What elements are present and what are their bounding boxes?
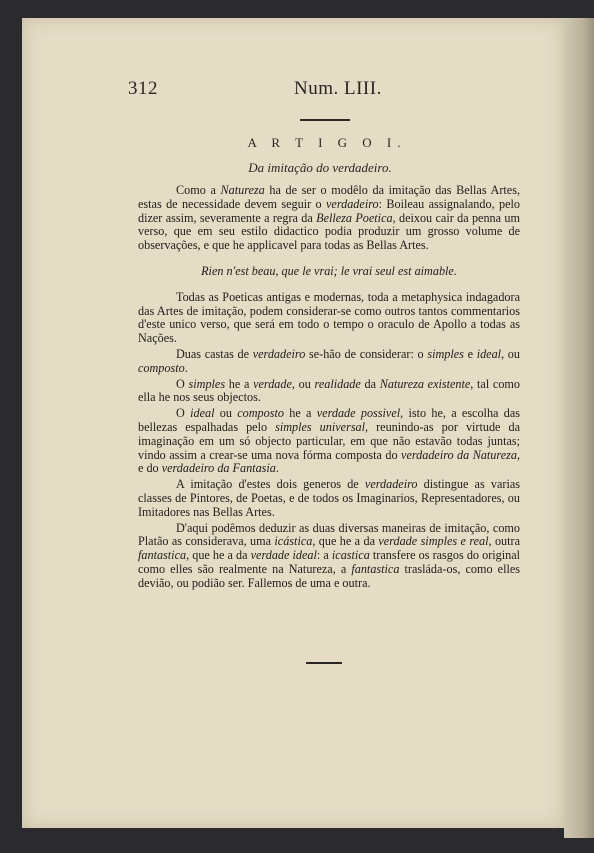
text-run: ha de ser o modêlo da imitação das Bellas Artes, estas de necessidade devem seguir o <box>138 183 520 211</box>
italic-text: verdadeiro <box>326 196 379 211</box>
paragraph <box>138 348 520 376</box>
running-head: Num. LIII. <box>294 78 382 99</box>
italic-text: Belleza Poetica <box>316 210 393 225</box>
text-run: Rien n'est beau, que le vrai; le vrai seul est aimable. <box>201 263 457 278</box>
text-run: e <box>463 346 477 361</box>
italic-text: verdade possivel <box>316 406 401 421</box>
italic-text: verdade <box>253 376 292 391</box>
text-run: O <box>176 406 191 421</box>
italic-text: ideal <box>476 346 502 361</box>
text-run: , outra <box>488 534 520 549</box>
text-run: . <box>184 360 188 375</box>
text-run: D'aqui podêmos deduzir as duas diversas maneiras de imitação, como Platão as considerava, uma <box>138 520 520 549</box>
paragraph <box>138 184 520 253</box>
page-number: 312 <box>128 78 158 99</box>
italic-text: fantastica <box>138 548 187 563</box>
text-run: . <box>275 461 279 476</box>
text-run: distingue as varias classes de Pintores, de Poetas, e de todos os Imaginarios, Representadores, ou Imitadores nas Bellas Artes. <box>138 477 520 519</box>
italic-text: icastica <box>331 548 370 563</box>
italic-text: composto <box>237 406 284 421</box>
italic-text: Natureza <box>220 183 265 197</box>
text-run: , que he a da <box>186 548 251 563</box>
text-run: Duas castas de <box>176 346 253 361</box>
italic-text: ideal <box>190 406 215 421</box>
text-run: , isto he, a escolha das bellezas espalhadas pelo <box>138 406 520 434</box>
text-run: , reunindo-as por virtude da imaginação em um só objecto particular, em que não estavão todas juntas; vindo assim a crear-se uma nova fórma composta do <box>138 419 520 462</box>
quotation <box>138 265 520 279</box>
text-run: trasláda-os, como elles devião, ou podião ser. Fallemos de uma e outra. <box>138 561 520 590</box>
text-run: A imitação d'estes dois generos de <box>176 477 365 492</box>
italic-text: simples universal <box>275 419 366 434</box>
text-run: se-hão de considerar: o <box>305 346 428 361</box>
text-run: , e do <box>138 447 520 476</box>
article-body <box>138 184 520 593</box>
italic-text: Natureza existente <box>379 376 471 391</box>
italic-text: verdadeiro <box>252 346 306 361</box>
text-run: O <box>176 376 189 391</box>
header-rule <box>300 119 350 121</box>
italic-text: verdadeiro da Natureza <box>401 447 517 462</box>
italic-text: verdade ideal <box>250 548 317 563</box>
article-heading: A R T I G O I. <box>247 135 407 150</box>
text-run: transfere os rasgos do original como elles são realmente na Natureza, a <box>138 548 521 576</box>
text-run: Como a <box>176 183 221 197</box>
italic-text: simples <box>427 346 464 361</box>
text-run: , tal como ella he nos seus objectos. <box>138 376 520 405</box>
text-run: he a <box>283 406 317 421</box>
text-run: : Boileau assignalando, pelo dizer assim, severamente a regra da <box>138 196 520 225</box>
italic-text: verdade simples e real <box>378 534 489 549</box>
paragraph <box>138 291 520 346</box>
text-run: , ou <box>291 376 315 391</box>
italic-text: composto <box>138 360 185 375</box>
text-run: ou <box>214 406 238 421</box>
text-run: , deixou cair da penna um verso, que em seu estilo didactico podia produzir um grosso volume de observações, e que he applicavel para todas as Bellas Artes. <box>138 210 520 253</box>
paragraph <box>138 522 520 591</box>
italic-text: verdadeiro <box>364 477 418 492</box>
book-binding <box>564 18 594 838</box>
text-run: , que he a da <box>312 534 379 549</box>
text-run: Todas as Poeticas antigas e modernas, toda a metaphysica indagadora das Artes de imitação, podem considerar-se como outros tantos commentarios d'este unico verso, que será em todo o tempo o oraculo de Apollo a todas as Nações. <box>138 289 520 346</box>
text-run: : a <box>316 548 332 563</box>
paragraph <box>138 378 520 406</box>
italic-text: icástica <box>274 534 313 549</box>
italic-text: verdadeiro da Fantasia <box>161 461 276 476</box>
paragraph <box>138 407 520 476</box>
text-run: da <box>360 376 380 391</box>
text-run: he a <box>225 376 254 391</box>
italic-text: realidade <box>314 376 361 391</box>
article-subtitle: Da imitação do verdadeiro. <box>248 160 392 175</box>
italic-text: fantastica <box>351 561 400 576</box>
paragraph <box>138 478 520 519</box>
text-run: , ou <box>501 346 520 361</box>
end-rule <box>306 662 342 664</box>
italic-text: simples <box>188 376 226 391</box>
